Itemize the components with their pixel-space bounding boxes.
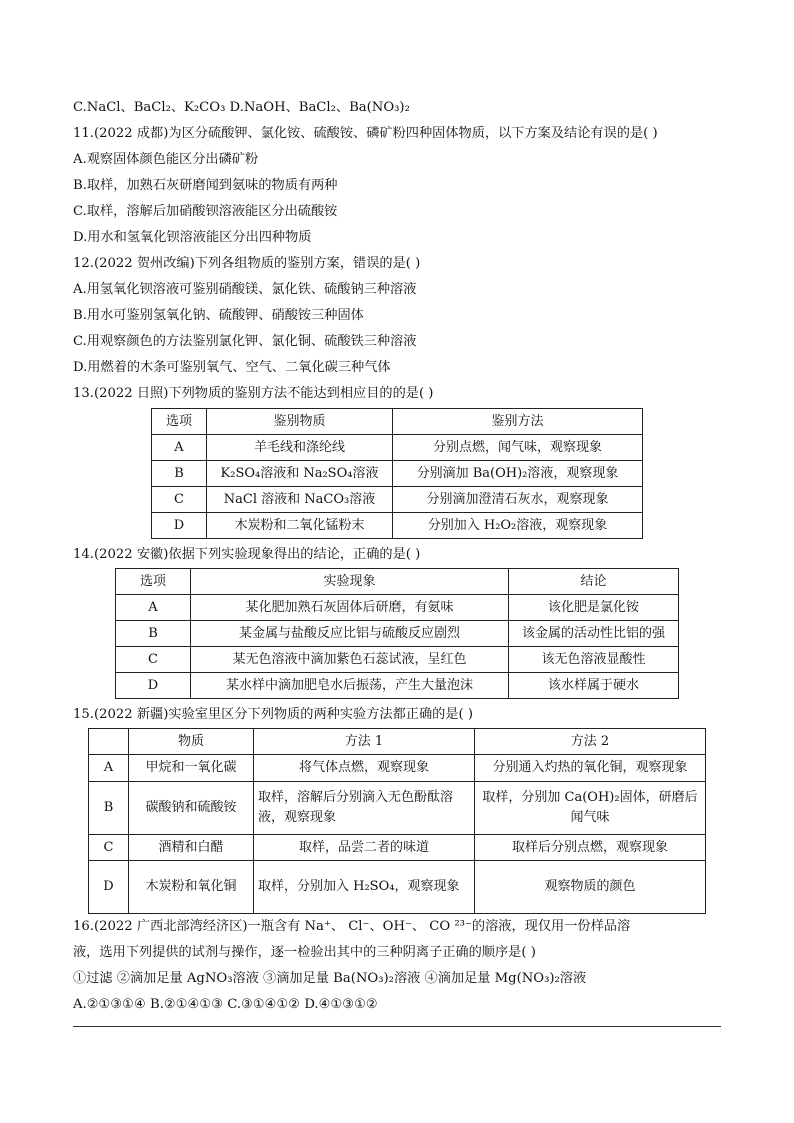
table-cell: 某水样中滴加肥皂水后振荡，产生大量泡沫 <box>191 673 509 699</box>
table-header-cell: 选项 <box>116 569 191 595</box>
table-cell: 该水样属于硬水 <box>509 673 679 699</box>
table-cell: A <box>89 755 129 782</box>
table-row <box>152 409 643 435</box>
q12-option-b: B.用水可鉴别氢氧化钠、硫酸钾、硝酸铵三种固体 <box>73 308 364 323</box>
table-cell: 甲烷和一氧化碳 <box>129 755 254 782</box>
table-row <box>152 435 643 461</box>
table-row <box>89 755 706 782</box>
table-cell: 木炭粉和氧化铜 <box>129 861 254 914</box>
q11-option-c: C.取样，溶解后加硝酸钡溶液能区分出硫酸铵 <box>73 204 338 219</box>
table-row <box>116 595 679 621</box>
table-cell: D <box>89 861 129 914</box>
table-cell: 该金属的活动性比铝的强 <box>509 621 679 647</box>
table-cell: 该无色溶液显酸性 <box>509 647 679 673</box>
table-row <box>116 647 679 673</box>
table-cell: 酒精和白醋 <box>129 835 254 861</box>
table-cell: A <box>152 435 207 461</box>
table-header-cell: 结论 <box>509 569 679 595</box>
table-cell: 羊毛线和涤纶线 <box>207 435 393 461</box>
table-cell: 将气体点燃，观察现象 <box>254 755 475 782</box>
table-row <box>89 861 706 914</box>
table-cell: B <box>152 461 207 487</box>
table-row <box>89 782 706 835</box>
table-cell: 某金属与盐酸反应比铝与硫酸反应剧烈 <box>191 621 509 647</box>
table-header-cell: 物质 <box>129 729 254 755</box>
table-row <box>152 513 643 539</box>
table-cell: A <box>116 595 191 621</box>
q16-stem-line-2: 液，选用下列提供的试剂与操作，逐一检验出其中的三种阴离子正确的顺序是( ) <box>73 945 536 960</box>
table-cell: C <box>116 647 191 673</box>
table-row <box>116 621 679 647</box>
q14-stem: 14.(2022 安徽)依据下列实验现象得出的结论，正确的是( ) <box>73 547 421 562</box>
table-cell: 分别滴加澄清石灰水，观察现象 <box>393 487 643 513</box>
table-cell: 分别加入 H₂O₂溶液，观察现象 <box>393 513 643 539</box>
table-cell: 碳酸钠和硫酸铵 <box>129 782 254 835</box>
table-header-cell <box>89 729 129 755</box>
table-cell: 观察物质的颜色 <box>475 861 706 914</box>
table-cell: 取样，溶解后分别滴入无色酚酞溶液，观察现象 <box>254 782 475 835</box>
q15-table <box>88 728 706 914</box>
table-cell: 分别点燃，闻气味，观察现象 <box>393 435 643 461</box>
table-row <box>116 569 679 595</box>
bottom-divider <box>73 1026 721 1027</box>
table-header-cell: 方法 2 <box>475 729 706 755</box>
q13-stem: 13.(2022 日照)下列物质的鉴别方法不能达到相应目的的是( ) <box>73 386 434 401</box>
q12-option-a: A.用氢氧化钡溶液可鉴别硝酸镁、氯化铁、硫酸钠三种溶液 <box>73 282 417 297</box>
table-cell: 取样，分别加入 H₂SO₄，观察现象 <box>254 861 475 914</box>
table-header-cell: 方法 1 <box>254 729 475 755</box>
q12-stem: 12.(2022 贺州改编)下列各组物质的鉴别方案，错误的是( ) <box>73 256 421 271</box>
q14-table <box>115 568 679 699</box>
table-cell: 某化肥加熟石灰固体后研磨，有氨味 <box>191 595 509 621</box>
table-header-cell: 鉴别方法 <box>393 409 643 435</box>
table-cell: 取样后分别点燃，观察现象 <box>475 835 706 861</box>
q15-stem: 15.(2022 新疆)实验室里区分下列物质的两种实验方法都正确的是( ) <box>73 707 473 722</box>
table-cell: 取样，品尝二者的味道 <box>254 835 475 861</box>
q11-option-a: A.观察固体颜色能区分出磷矿粉 <box>73 152 259 167</box>
table-row <box>89 729 706 755</box>
q13-table <box>151 408 643 539</box>
table-row <box>152 487 643 513</box>
table-cell: 分别通入灼热的氧化铜，观察现象 <box>475 755 706 782</box>
q16-answer-options: A.②①③①④ B.②①④①③ C.③①④①② D.④①③①② <box>73 997 378 1012</box>
q11-option-d: D.用水和氢氧化钡溶液能区分出四种物质 <box>73 230 312 245</box>
table-cell: D <box>152 513 207 539</box>
q11-option-b: B.取样，加熟石灰研磨闻到氨味的物质有两种 <box>73 178 338 193</box>
table-row <box>116 673 679 699</box>
table-header-cell: 选项 <box>152 409 207 435</box>
table-cell: 木炭粉和二氧化锰粉末 <box>207 513 393 539</box>
table-header-cell: 鉴别物质 <box>207 409 393 435</box>
table-cell: 某无色溶液中滴加紫色石蕊试液，呈红色 <box>191 647 509 673</box>
q11-stem: 11.(2022 成都)为区分硫酸钾、氯化铵、硫酸铵、磷矿粉四种固体物质，以下方案及结论有误的是( ) <box>73 126 658 141</box>
table-cell: B <box>89 782 129 835</box>
table-cell: 该化肥是氯化铵 <box>509 595 679 621</box>
table-header-cell: 实验现象 <box>191 569 509 595</box>
table-cell: C <box>152 487 207 513</box>
q10-options-cd: C.NaCl、BaCl₂、K₂CO₃ D.NaOH、BaCl₂、Ba(NO₃)₂ <box>73 100 410 115</box>
table-cell: 分别滴加 Ba(OH)₂溶液，观察现象 <box>393 461 643 487</box>
table-cell: 取样，分别加 Ca(OH)₂固体，研磨后闻气味 <box>475 782 706 835</box>
table-cell: D <box>116 673 191 699</box>
table-row <box>89 835 706 861</box>
table-row <box>152 461 643 487</box>
table-cell: NaCl 溶液和 NaCO₃溶液 <box>207 487 393 513</box>
table-cell: K₂SO₄溶液和 Na₂SO₄溶液 <box>207 461 393 487</box>
q16-stem-line-1: 16.(2022 广西北部湾经济区)一瓶含有 Na⁺、 Cl⁻、OH⁻、 CO ²³⁻的溶液，现仅用一份样品溶 <box>73 919 631 934</box>
q12-option-c: C.用观察颜色的方法鉴别氯化钾、氯化铜、硫酸铁三种溶液 <box>73 334 417 349</box>
q12-option-d: D.用燃着的木条可鉴别氧气、空气、二氧化碳三种气体 <box>73 360 391 375</box>
table-cell: C <box>89 835 129 861</box>
q16-operations: ①过滤 ②滴加足量 AgNO₃溶液 ③滴加足量 Ba(NO₃)₂溶液 ④滴加足量 Mg(NO₃)₂溶液 <box>73 971 587 986</box>
table-cell: B <box>116 621 191 647</box>
